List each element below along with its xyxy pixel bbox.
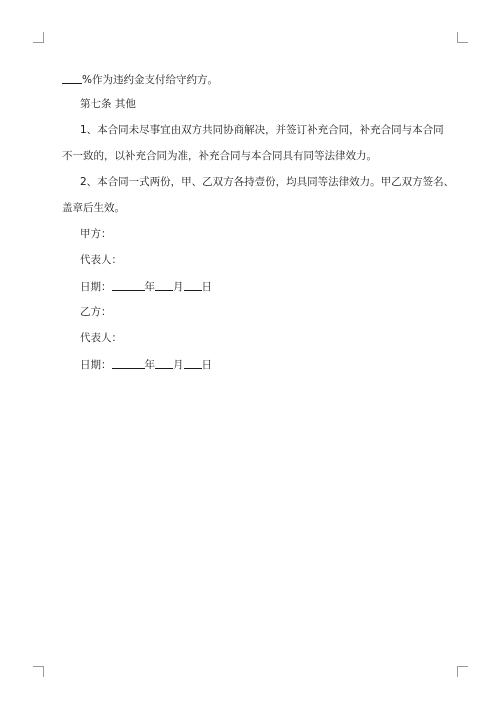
party-b-representative-label: 代表人： [80, 332, 122, 344]
party-b-label: 乙方： [80, 306, 112, 318]
party-b-date-line [80, 357, 212, 372]
party-b-month-blank [155, 357, 173, 369]
penalty-line [62, 72, 218, 87]
page-corner-mark-bottom-right [457, 666, 468, 677]
clause-2-line-2: 盖章后生效。 [62, 202, 125, 214]
party-b-year-label: 年 [144, 359, 155, 371]
party-a-label: 甲方： [80, 228, 112, 240]
page-corner-mark-top-left [33, 32, 44, 43]
party-b-month-label: 月 [173, 359, 184, 371]
party-a-date-line [80, 279, 212, 294]
clause-1-line-2: 不一致的，以补充合同为准，补充合同与本合同具有同等法律效力。 [62, 150, 377, 162]
party-b-date-label: 日期： [80, 359, 112, 371]
party-a-date-label: 日期： [80, 281, 112, 293]
party-a-year-blank [112, 279, 145, 291]
clause-1-line-1: 1、本合同未尽事宜由双方共同协商解决，并签订补充合同，补充合同与本合同 [80, 124, 444, 136]
party-a-day-label: 日 [201, 281, 212, 293]
article-7-title: 第七条 其他 [80, 98, 136, 110]
page-corner-mark-bottom-left [33, 666, 44, 677]
clause-2-line-1: 2、本合同一式两份，甲、乙双方各持壹份，均具同等法律效力。甲乙双方签名、 [80, 176, 455, 188]
party-a-month-blank [155, 279, 173, 291]
party-b-day-label: 日 [201, 359, 212, 371]
party-b-year-blank [112, 357, 145, 369]
percent-blank [62, 72, 82, 84]
party-b-day-blank [184, 357, 202, 369]
party-a-month-label: 月 [173, 281, 184, 293]
penalty-text: %作为违约金支付给守约方。 [82, 74, 218, 86]
party-a-year-label: 年 [144, 281, 155, 293]
party-a-representative-label: 代表人： [80, 254, 122, 266]
page-corner-mark-top-right [457, 32, 468, 43]
party-a-day-blank [184, 279, 202, 291]
